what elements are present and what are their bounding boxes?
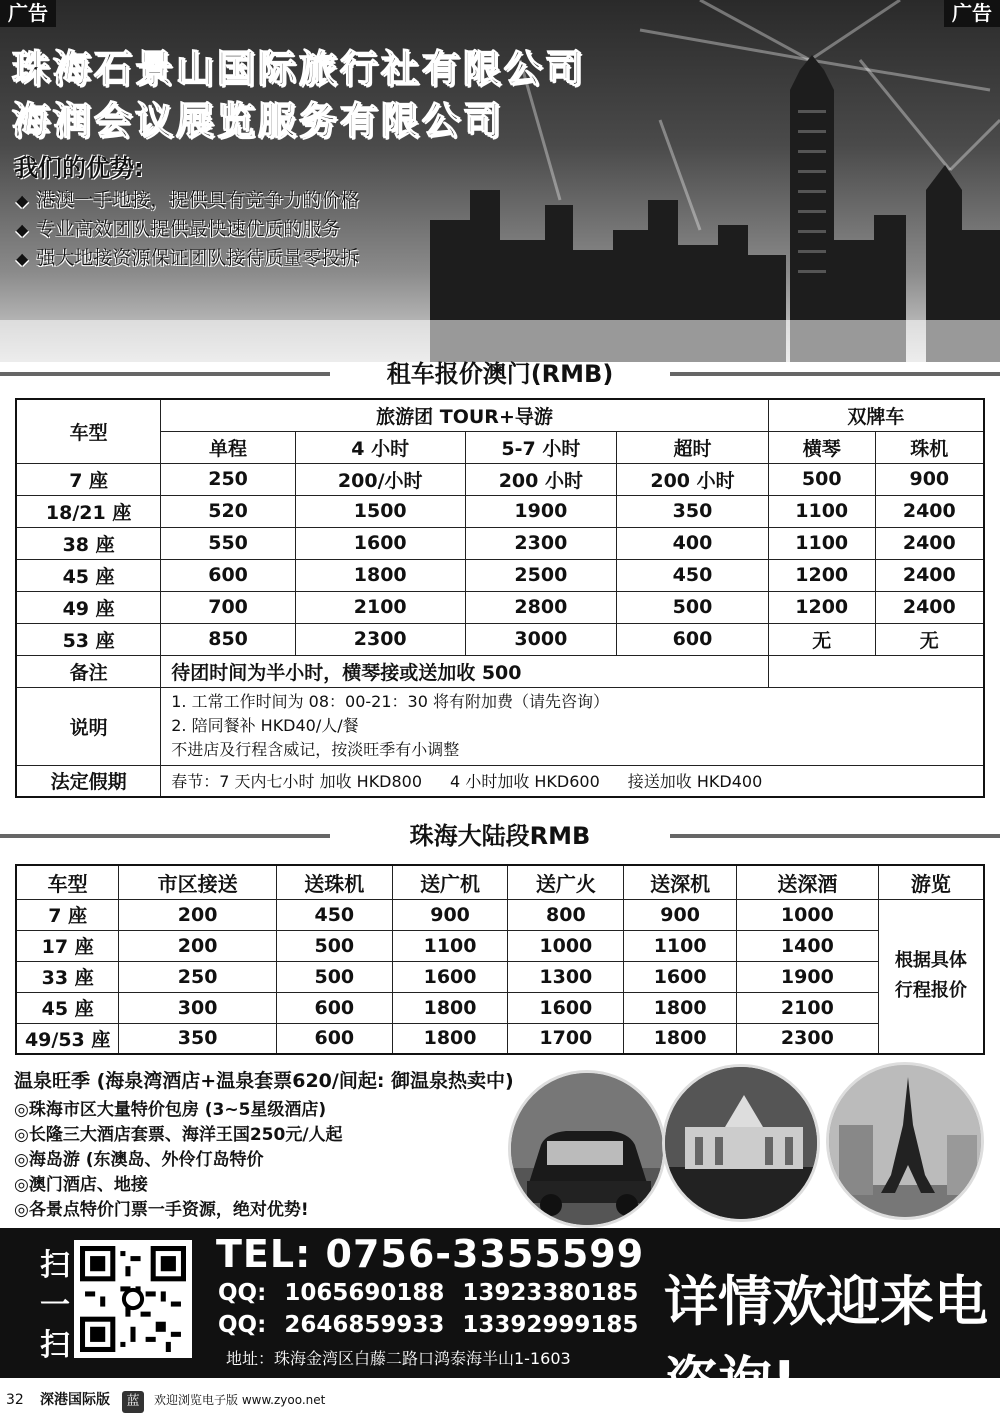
table-cell: 1100 (768, 527, 875, 559)
address: 地址：珠海金湾区白藤二路口鸿泰海半山1-1603 (226, 1349, 571, 1368)
table-cell: 1600 (624, 961, 737, 992)
table-cell: 45 座 (16, 992, 119, 1023)
table-cell: 53 座 (16, 623, 161, 655)
table-cell: 1600 (508, 992, 624, 1023)
hot-spring-headline: 温泉旺季 (海泉湾酒店+温泉套票620/间起: 御温泉热卖中) (14, 1070, 514, 1092)
table-row (16, 559, 984, 591)
explain-label: 说明 (16, 687, 161, 765)
column-group-header: 双牌车 (768, 399, 984, 431)
table-cell: 7 座 (16, 463, 161, 495)
table-cell: 250 (161, 463, 296, 495)
table-cell: 500 (276, 961, 392, 992)
table-cell: 520 (161, 495, 296, 527)
table-cell: 1800 (392, 992, 508, 1023)
table-cell: 49 座 (16, 591, 161, 623)
holiday-row (16, 765, 984, 797)
table-row (16, 930, 984, 961)
column-header: 送广机 (392, 865, 508, 899)
call-slogan: 详情欢迎来电咨询! (664, 1270, 988, 1413)
table-row (16, 623, 984, 655)
macau-section-title: 租车报价澳门(RMB) (386, 360, 614, 388)
table-cell: 1100 (624, 930, 737, 961)
holiday-item: 接送加收 HKD400 (627, 772, 763, 792)
table-cell: 1900 (737, 961, 879, 992)
list-item: ◎长隆三大酒店套票、海洋王国250元/人起 (14, 1125, 343, 1145)
table-cell: 900 (875, 463, 984, 495)
column-header: 单程 (161, 431, 296, 463)
table-cell: 1600 (392, 961, 508, 992)
table-row (16, 527, 984, 559)
table-cell: 1200 (768, 559, 875, 591)
column-header: 车型 (16, 399, 161, 463)
table-cell: 600 (276, 1023, 392, 1054)
diamond-bullet-icon: ◆ (16, 191, 29, 210)
explain-line: 不进店及行程含威记，按淡旺季有小调整 (171, 740, 460, 759)
table-cell: 600 (161, 559, 296, 591)
table-cell: 400 (617, 527, 769, 559)
holiday-text (161, 765, 984, 797)
holiday-item: 春节：7 天内七小时 加收 HKD800 (171, 772, 423, 792)
table-row (16, 992, 984, 1023)
table-cell: 1600 (295, 527, 465, 559)
table-cell: 45 座 (16, 559, 161, 591)
table-cell: 2500 (465, 559, 617, 591)
table-cell: 1500 (295, 495, 465, 527)
table-cell: 2400 (875, 495, 984, 527)
hot-spring-list (14, 1098, 343, 1223)
table-cell: 2400 (875, 559, 984, 591)
table-cell: 38 座 (16, 527, 161, 559)
table-cell: 900 (392, 899, 508, 930)
table-row (16, 495, 984, 527)
table-cell: 850 (161, 623, 296, 655)
column-header: 送珠机 (276, 865, 392, 899)
edition-name: 深港国际版 (40, 1392, 110, 1408)
tower-photo (826, 1062, 984, 1220)
table-cell: 450 (617, 559, 769, 591)
table-cell: 1100 (392, 930, 508, 961)
empty-cell (768, 655, 984, 687)
qq-number[interactable]: 2646859933 (284, 1312, 445, 1338)
list-item: ◎海岛游 (东澳岛、外伶仃岛特价 (14, 1150, 264, 1170)
column-header: 5-7 小时 (465, 431, 617, 463)
tour-note-line: 行程报价 (894, 980, 967, 1002)
table-cell: 600 (276, 992, 392, 1023)
scan-label: 扫 一 扫 (40, 1248, 70, 1363)
table-cell: 200 (119, 899, 277, 930)
advantages-title: 我们的优势: (14, 154, 144, 182)
explain-text (161, 687, 984, 765)
table-cell: 200 小时 (465, 463, 617, 495)
table-cell: 无 (768, 623, 875, 655)
hotel-photo (662, 1064, 820, 1222)
table-row (16, 899, 984, 930)
divider (670, 372, 1000, 376)
column-header: 送深机 (624, 865, 737, 899)
table-cell: 无 (875, 623, 984, 655)
table-cell: 2100 (295, 591, 465, 623)
qq-number[interactable]: 1065690188 (284, 1280, 445, 1306)
explain-line: 2. 陪同餐补 HKD40/人/餐 (171, 716, 359, 735)
table-cell: 1300 (508, 961, 624, 992)
remark-label: 备注 (16, 655, 161, 687)
table-cell: 3000 (465, 623, 617, 655)
advantage-item: ◆ 港澳一手地接，提供具有竞争力的价格 (16, 189, 360, 211)
table-cell: 1700 (508, 1023, 624, 1054)
table-cell: 350 (119, 1023, 277, 1054)
table-cell: 2100 (737, 992, 879, 1023)
column-header: 游览 (878, 865, 984, 899)
table-cell: 18/21 座 (16, 495, 161, 527)
qq-label: QQ: (218, 1280, 267, 1306)
telephone-number[interactable]: TEL: 0756-3355599 (216, 1232, 645, 1276)
table-cell: 800 (508, 899, 624, 930)
table-cell: 200/小时 (295, 463, 465, 495)
list-item: ◎珠海市区大量特价包房 (3~5星级酒店) (14, 1100, 327, 1120)
table-cell: 900 (624, 899, 737, 930)
table-cell: 1000 (737, 899, 879, 930)
macau-price-table (15, 398, 985, 798)
column-header: 超时 (617, 431, 769, 463)
list-item: ◎澳门酒店、地接 (14, 1175, 148, 1195)
holiday-item: 4 小时加收 HKD600 (450, 772, 600, 792)
explain-row (16, 687, 984, 765)
car-photo (508, 1070, 666, 1228)
diamond-bullet-icon: ◆ (16, 249, 29, 268)
column-header: 车型 (16, 865, 119, 899)
table-cell: 2300 (737, 1023, 879, 1054)
zhuhai-section-title: 珠海大陆段RMB (409, 822, 591, 850)
table-cell: 17 座 (16, 930, 119, 961)
column-header: 4 小时 (295, 431, 465, 463)
hotel-icon (665, 1067, 820, 1222)
ad-label-right: 广告 (944, 0, 1000, 27)
table-cell: 1900 (465, 495, 617, 527)
page-footer (0, 1384, 1000, 1417)
tower-icon (829, 1065, 984, 1220)
table-cell: 1000 (508, 930, 624, 961)
website-link[interactable]: 欢迎浏览电子版 www.zyoo.net (154, 1393, 326, 1407)
remark-row (16, 655, 984, 687)
zhuhai-section-heading (0, 818, 1000, 854)
page-number: 32 (6, 1392, 24, 1408)
remark-text: 待团时间为半小时，横琴接或送加收 500 (161, 655, 769, 687)
table-cell: 2400 (875, 591, 984, 623)
column-header: 市区接送 (119, 865, 277, 899)
diamond-bullet-icon: ◆ (16, 220, 29, 239)
table-cell: 200 小时 (617, 463, 769, 495)
table-cell: 1400 (737, 930, 879, 961)
table-header-row (16, 399, 984, 431)
qr-code-icon (80, 1246, 186, 1352)
advantage-item: ◆ 专业高效团队提供最快速优质的服务 (16, 218, 341, 240)
table-header-row (16, 865, 984, 899)
table-cell: 350 (617, 495, 769, 527)
column-header: 送深酒 (737, 865, 879, 899)
hero-banner (0, 0, 1000, 362)
tour-note-cell (878, 899, 984, 1054)
table-cell: 1800 (624, 992, 737, 1023)
holiday-label: 法定假期 (16, 765, 161, 797)
table-cell: 49/53 座 (16, 1023, 119, 1054)
table-cell: 500 (617, 591, 769, 623)
phone-number[interactable]: 13923380185 (462, 1280, 639, 1306)
tour-note-line: 根据具体 (894, 950, 967, 972)
table-row (16, 961, 984, 992)
macau-section-heading (0, 356, 1000, 392)
explain-line: 1. 工常工作时间为 08：00-21：30 将有附加费（请先咨询） (171, 692, 609, 711)
table-cell: 2300 (465, 527, 617, 559)
table-cell: 1800 (392, 1023, 508, 1054)
table-subheader-row (16, 431, 984, 463)
advantages-list (16, 186, 359, 273)
table-cell: 7 座 (16, 899, 119, 930)
table-cell: 500 (768, 463, 875, 495)
table-cell: 1100 (768, 495, 875, 527)
qq-line (218, 1312, 656, 1338)
phone-number[interactable]: 13392999185 (462, 1312, 639, 1338)
table-cell: 200 (119, 930, 277, 961)
list-item: ◎各景点特价门票一手资源，绝对优势! (14, 1200, 309, 1220)
table-cell: 2800 (465, 591, 617, 623)
table-cell: 1200 (768, 591, 875, 623)
table-cell: 450 (276, 899, 392, 930)
column-header: 横琴 (768, 431, 875, 463)
column-header: 珠机 (875, 431, 984, 463)
publisher-logo: 蓝 (122, 1391, 144, 1413)
table-row (16, 1023, 984, 1054)
table-cell: 300 (119, 992, 277, 1023)
qq-line (218, 1280, 656, 1306)
table-row (16, 463, 984, 495)
column-header: 送广火 (508, 865, 624, 899)
table-cell: 2400 (875, 527, 984, 559)
table-cell: 250 (119, 961, 277, 992)
table-cell: 500 (276, 930, 392, 961)
company-name-exhibition: 海润会议展览服务有限公司 (12, 99, 505, 143)
table-row (16, 591, 984, 623)
table-cell: 1800 (295, 559, 465, 591)
column-group-header: 旅游团 TOUR+导游 (161, 399, 769, 431)
table-cell: 600 (617, 623, 769, 655)
qr-code[interactable] (74, 1240, 192, 1358)
advantage-item: ◆ 强大地接资源保证团队接待质量零投拆 (16, 247, 360, 269)
ad-label-left: 广告 (0, 0, 56, 27)
table-cell: 1800 (624, 1023, 737, 1054)
table-cell: 2300 (295, 623, 465, 655)
table-cell: 700 (161, 591, 296, 623)
car-icon (511, 1073, 666, 1228)
divider (670, 834, 1000, 838)
zhuhai-price-table (15, 864, 985, 1055)
table-cell: 550 (161, 527, 296, 559)
table-cell: 33 座 (16, 961, 119, 992)
qq-label: QQ: (218, 1312, 267, 1338)
company-name-travel: 珠海石景山国际旅行社有限公司 (12, 47, 587, 91)
